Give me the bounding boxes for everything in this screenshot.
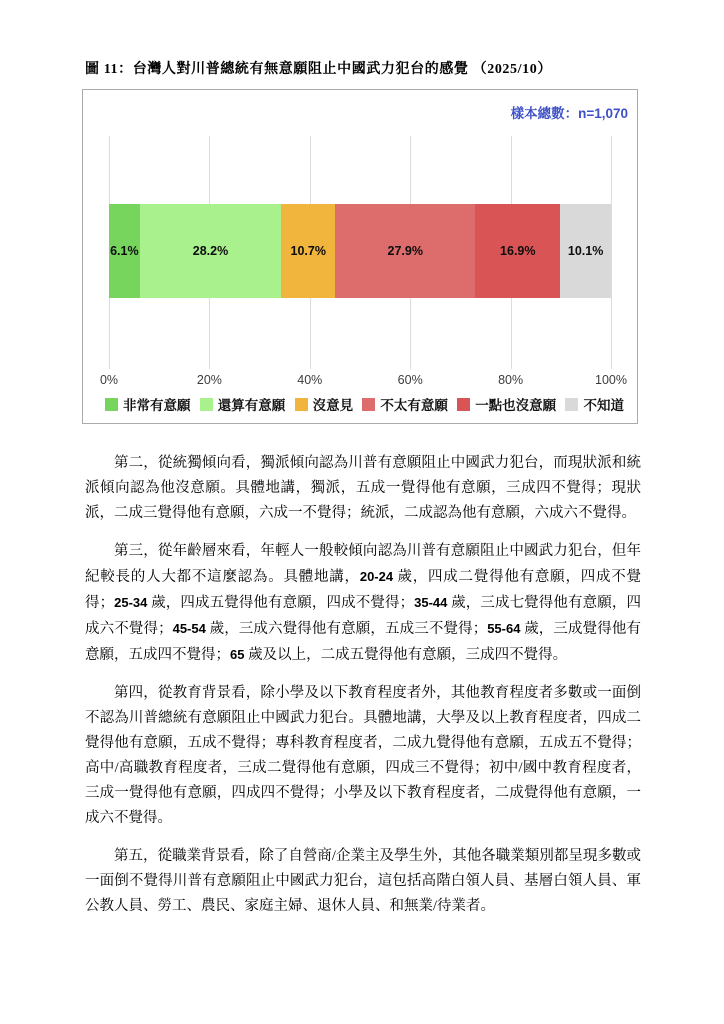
legend-label: 沒意見 — [312, 398, 354, 413]
x-tick-80%: 80% — [498, 373, 524, 387]
bar-segment-value: 27.9% — [387, 244, 423, 258]
body-text — [85, 451, 641, 932]
bar-segment-value: 28.2% — [192, 244, 229, 258]
x-tick-100%: 100% — [595, 373, 627, 387]
legend-item-2 — [200, 394, 286, 414]
legend-label: 一點也沒意願 — [475, 398, 557, 413]
legend-label: 不太有意願 — [380, 398, 448, 413]
bar-segment-1 — [109, 204, 140, 298]
bar-segment-value: 10.1% — [567, 244, 604, 258]
legend-swatch-icon — [565, 398, 578, 411]
stacked-bar — [109, 204, 611, 298]
figure-title: 圖 11：台灣人對川普總統有無意願阻止中國武力犯台的感覺 （2025/10） — [85, 62, 552, 77]
legend-swatch-icon — [105, 398, 118, 411]
bar-segment-value: 16.9% — [500, 244, 536, 258]
bar-segment-4 — [335, 204, 475, 298]
x-tick-60%: 60% — [397, 373, 423, 387]
sample-size-label: 樣本總數：n=1,070 — [510, 106, 628, 121]
bar-segment-5 — [475, 204, 560, 298]
bar-segment-6 — [560, 204, 611, 298]
legend-item-4 — [362, 394, 448, 414]
plot-area — [109, 136, 611, 369]
legend-label: 非常有意願 — [123, 398, 191, 413]
x-tick-20%: 20% — [196, 373, 222, 387]
legend-swatch-icon — [295, 398, 308, 411]
legend-label: 不知道 — [583, 398, 624, 413]
legend-swatch-icon — [457, 398, 470, 411]
x-axis-ticks — [99, 373, 627, 389]
legend-item-1 — [105, 394, 191, 414]
legend-item-3 — [295, 394, 354, 414]
legend-item-6 — [565, 394, 624, 414]
body-paragraph-4: 第四，從教育背景看，除小學及以下教育程度者外，其他教育程度者多數或一面倒不認為川普總統有意願阻止中國武力犯台。具體地講，大學及以上教育程度者，四成二覺得他有意願，五成不覺得；專科教育程度者，二成九覺得他有意願，五成五不覺得；高中/高職教育程度者，三成二覺得他有意願，四成三不覺得；初中/國中教育程度者，三成一覺得他有意願，四成四不覺得；小學及以下教育程度者，二成覺得他有意願，一成六不覺得。 — [85, 685, 641, 826]
body-paragraph-2: 第二，從統獨傾向看，獨派傾向認為川普有意願阻止中國武力犯台，而現狀派和統派傾向認為他沒意願。具體地講，獨派，五成一覺得他有意願，三成四不覺得；現狀派，二成三覺得他有意願，六成一不覺得；統派，二成認為他有意願，六成六不覺得。 — [85, 455, 641, 521]
bar-segment-3 — [281, 204, 335, 298]
x-tick-40%: 40% — [297, 373, 323, 387]
legend-swatch-icon — [200, 398, 213, 411]
bar-segment-2 — [140, 204, 282, 298]
bar-segment-value: 10.7% — [290, 244, 326, 258]
chart-legend — [105, 394, 624, 414]
legend-item-5 — [457, 394, 556, 414]
legend-swatch-icon — [362, 398, 375, 411]
body-paragraph-3: 第三，從年齡層來看，年輕人一般較傾向認為川普有意願阻止中國武力犯台，但年紀較長的人大都不這麼認為。具體地講，20-24 歲，四成二覺得他有意願，四成不覺得；25-34 歲，四成五覺得他有意願，四成不覺得；35-44 歲，三成七覺得他有意願，四成六不覺得；45-54 歲，三成六覺得他有意願，五成三不覺得；55-64 歲，三成覺得他有意願，五成四不覺得；65 歲及以上，二成五覺得他有意願，三成四不覺得。 — [85, 543, 642, 663]
bar-segment-value: 6.1% — [110, 244, 139, 258]
chart-panel — [82, 89, 638, 424]
x-tick-0%: 0% — [99, 373, 119, 387]
body-paragraph-5: 第五，從職業背景看，除了自營商/企業主及學生外，其他各職業類別都呈現多數或一面倒不覺得川普有意願阻止中國武力犯台，這包括高階白領人員、基層白領人員、軍公教人員、勞工、農民、家庭主婦、退休人員、和無業/待業者。 — [85, 848, 641, 914]
legend-label: 還算有意願 — [217, 398, 286, 413]
gridline-100% — [611, 136, 612, 369]
